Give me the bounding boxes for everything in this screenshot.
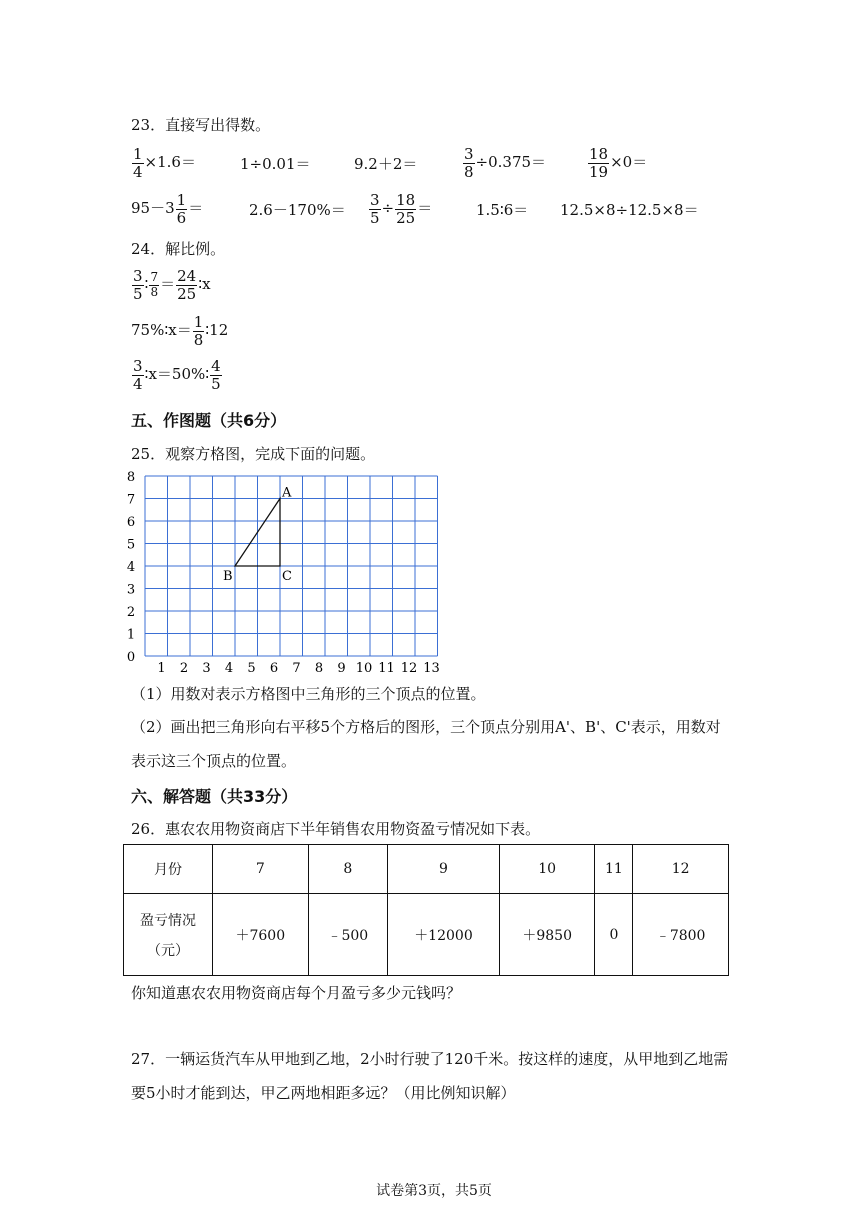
table-cell-value: 0 — [595, 894, 633, 976]
x-axis-label: 9 — [337, 661, 346, 676]
y-axis-label: 5 — [126, 537, 136, 553]
q23-expr-6: 95－3 $\frac{1}{6}$ ＝ — [131, 191, 204, 227]
q23-expr-9: 1.5∶6＝ — [476, 201, 529, 219]
table-cell-value: ＋7600 — [213, 894, 309, 976]
table-cell-value: ＋9850 — [499, 894, 595, 976]
table-cell-value: ＋12000 — [388, 894, 500, 976]
page-footer: 试卷第3页，共5页 — [376, 1183, 492, 1199]
q23-expr-4: $\frac{3}{8}$ ÷0.375＝ — [464, 145, 547, 181]
section-6-heading: 六、解答题（共33分） — [131, 787, 298, 806]
grid-lines — [145, 476, 438, 656]
table-cell-month: 9 — [388, 845, 500, 894]
q25-sub-question-2-line1: （2）画出把三角形向右平移5个方格后的图形，三个顶点分别用A'、B'、C'表示，用数对 — [131, 718, 721, 736]
y-axis-label: 8 — [126, 470, 136, 485]
q27-line2: 要5小时才能到达，甲乙两地相距多远？（用比例知识解） — [131, 1084, 516, 1102]
q27-line1: 27．一辆运货汽车从甲地到乙地，2小时行驶了120千米。按这样的速度，从甲地到乙地需 — [131, 1050, 729, 1068]
x-axis-label: 2 — [179, 661, 189, 676]
table-cell-value: ﹣7800 — [633, 894, 729, 976]
y-axis-label: 7 — [126, 492, 136, 508]
x-axis-label: 6 — [269, 661, 279, 676]
q23-expr-2: 1÷0.01＝ — [240, 155, 311, 173]
x-axis-label: 13 — [423, 661, 440, 676]
table-header-label: 月份 — [124, 845, 213, 894]
point-c-label: C — [282, 569, 292, 584]
y-axis-label: 1 — [126, 627, 136, 643]
x-axis-labels — [157, 661, 439, 676]
y-axis-label: 6 — [126, 515, 136, 530]
point-b-label: B — [223, 569, 233, 584]
q23-expr-10: 12.5×8÷12.5×8＝ — [560, 201, 699, 219]
table-row-values — [124, 894, 729, 976]
q23-expr-5: $\frac{18}{19}$ ×0＝ — [589, 145, 648, 181]
table-cell-month: 12 — [633, 845, 729, 894]
x-axis-label: 7 — [292, 661, 301, 676]
table-row-months — [124, 845, 729, 894]
table-cell-month: 7 — [213, 845, 309, 894]
q26-question: 你知道惠农农用物资商店每个月盈亏多少元钱吗？ — [131, 984, 462, 1002]
table-cell-month: 10 — [499, 845, 595, 894]
q23-expr-1: $\frac{1}{4}$ ×1.6＝ — [133, 145, 196, 181]
table-row-label: 盈亏情况 （元） — [124, 894, 213, 976]
table-cell-value: ﹣500 — [308, 894, 387, 976]
q24-equation-2: 75%∶x＝ $\frac{1}{8}$ ∶12 — [131, 313, 229, 349]
x-axis-label: 1 — [157, 661, 166, 676]
q23-expr-8: $\frac{3}{5}$ ÷ $\frac{18}{25}$ ＝ — [370, 191, 433, 227]
q23-title: 23．直接写出得数。 — [131, 116, 271, 134]
point-a-label: A — [282, 485, 292, 501]
x-axis-label: 3 — [202, 661, 211, 676]
x-axis-label: 12 — [400, 661, 418, 676]
q23-expr-3: 9.2＋2＝ — [354, 155, 418, 173]
y-axis-label: 4 — [126, 560, 136, 575]
coordinate-grid — [125, 466, 455, 678]
q24-equation-1: $\frac{3}{5}$ ∶ $\frac{7}{8}$ ＝ $\frac{24}{25}$ ∶x — [133, 267, 211, 303]
table-cell-month: 11 — [595, 845, 633, 894]
x-axis-label: 4 — [224, 661, 234, 676]
q23-expr-7: 2.6－170%＝ — [249, 201, 346, 219]
x-axis-label: 8 — [314, 661, 324, 676]
q26-title: 26．惠农农用物资商店下半年销售农用物资盈亏情况如下表。 — [131, 820, 541, 838]
q24-title: 24．解比例。 — [131, 240, 226, 258]
q25-sub-question-2-line2: 表示这三个顶点的位置。 — [131, 752, 297, 770]
q25-sub-question-1: （1）用数对表示方格图中三角形的三个顶点的位置。 — [131, 685, 486, 703]
profit-loss-table — [123, 844, 729, 976]
x-axis-label: 10 — [355, 661, 373, 676]
y-axis-labels — [127, 470, 135, 665]
x-axis-label: 11 — [378, 661, 395, 676]
x-axis-label: 5 — [247, 661, 256, 676]
q25-title: 25．观察方格图，完成下面的问题。 — [131, 445, 376, 463]
table-cell-month: 8 — [308, 845, 387, 894]
q24-equation-3: $\frac{3}{4}$ ∶x＝50%∶ $\frac{4}{5}$ — [133, 357, 221, 393]
y-axis-label: 0 — [126, 650, 136, 665]
y-axis-label: 3 — [126, 582, 136, 598]
y-axis-label: 2 — [126, 605, 136, 620]
section-5-heading: 五、作图题（共6分） — [131, 411, 287, 430]
